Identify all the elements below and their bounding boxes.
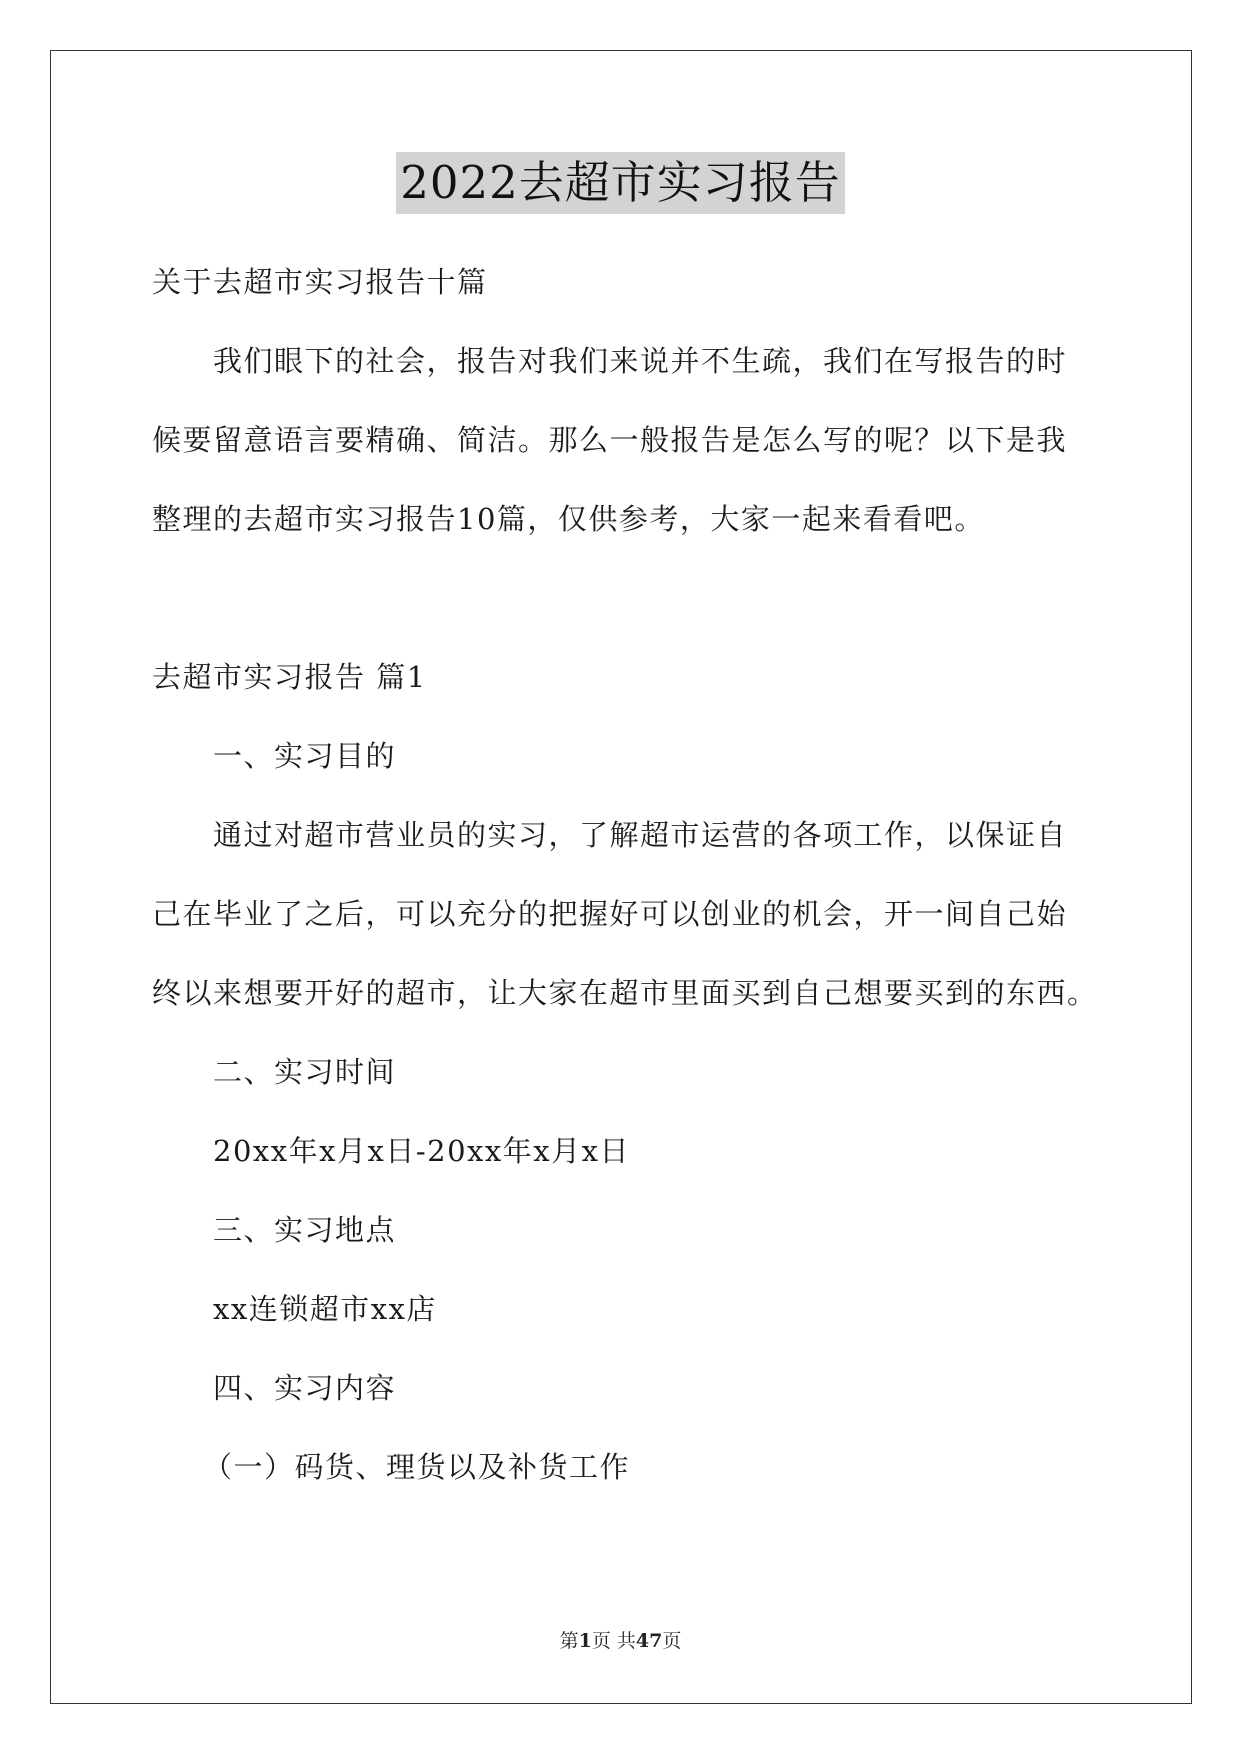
purpose-line-1: 通过对超市营业员的实习，了解超市运营的各项工作，以保证自 (213, 818, 1068, 852)
current-page-number: 1 (578, 1630, 592, 1652)
page-footer (0, 1628, 1241, 1654)
intro-line-1: 我们眼下的社会，报告对我们来说并不生疏，我们在写报告的时 (213, 344, 1068, 378)
intro-line-2: 候要留意语言要精确、简洁。那么一般报告是怎么写的呢？以下是我 (152, 423, 1068, 457)
footer-suffix: 页 (662, 1630, 682, 1652)
time-body: 20xx年x月x日-20xx年x月x日 (213, 1134, 630, 1168)
total-pages-number: 47 (635, 1630, 663, 1652)
document-subtitle: 关于去超市实习报告十篇 (152, 265, 488, 299)
time-heading: 二、实习时间 (213, 1055, 397, 1089)
place-body: xx连锁超市xx店 (213, 1292, 437, 1326)
section-heading: 去超市实习报告 篇1 (152, 660, 427, 694)
purpose-line-2: 己在毕业了之后，可以充分的把握好可以创业的机会，开一间自己始 (152, 897, 1068, 931)
footer-middle: 页 共 (591, 1630, 636, 1652)
place-heading: 三、实习地点 (213, 1213, 397, 1247)
content-subheading: （一）码货、理货以及补货工作 (203, 1450, 631, 1484)
content-heading: 四、实习内容 (213, 1371, 397, 1405)
footer-prefix: 第 (559, 1630, 579, 1652)
intro-line-3: 整理的去超市实习报告10篇，仅供参考，大家一起来看看吧。 (152, 502, 985, 536)
purpose-heading: 一、实习目的 (213, 739, 397, 773)
document-title: 2022去超市实习报告 (396, 152, 845, 214)
purpose-line-3: 终以来想要开好的超市，让大家在超市里面买到自己想要买到的东西。 (152, 976, 1098, 1010)
title-container (0, 152, 1241, 214)
